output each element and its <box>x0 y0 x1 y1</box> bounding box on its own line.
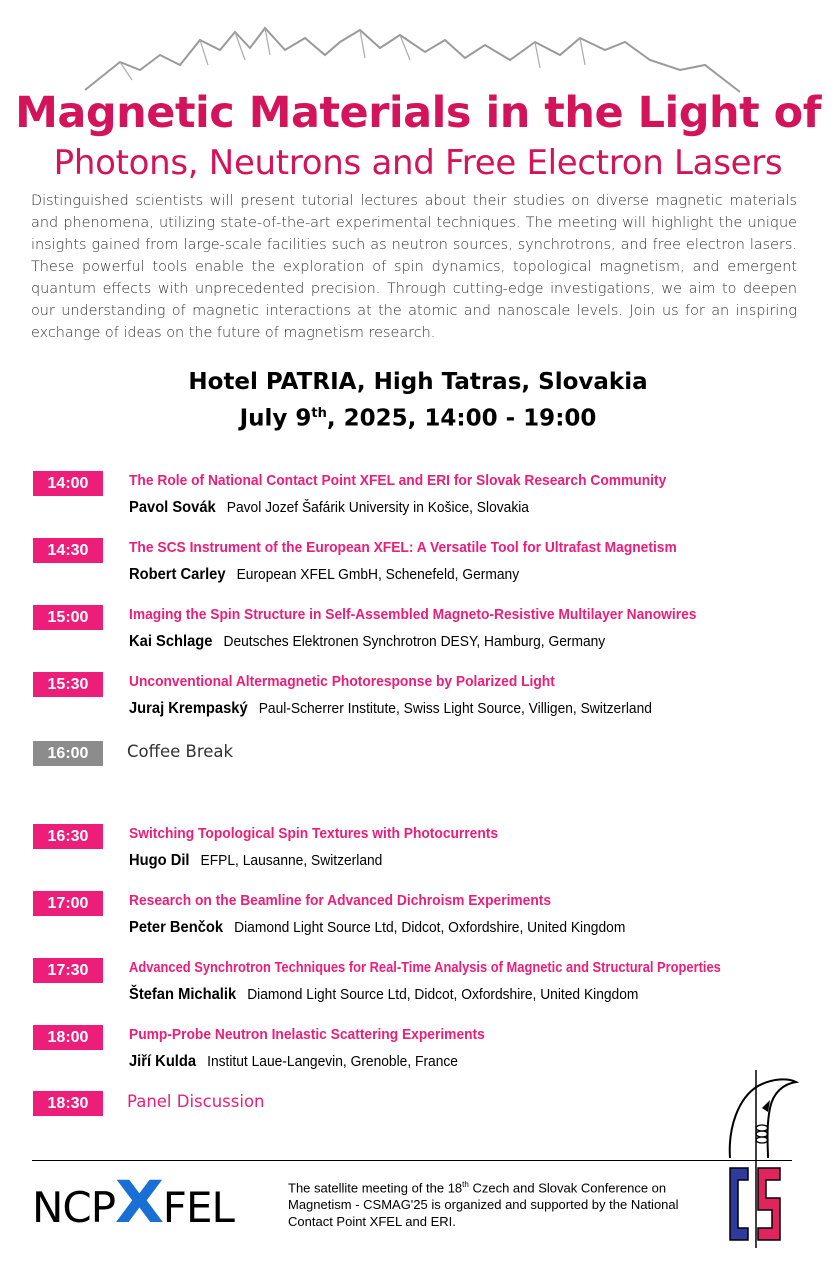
date-rest: , 2025, 14:00 - 19:00 <box>326 405 597 432</box>
talk-title: Imaging the Spin Structure in Self-Assembled Magneto-Resistive Multilayer Nanowires <box>129 606 697 623</box>
program-slot <box>33 891 833 951</box>
ncpxfel-logo <box>32 1168 234 1236</box>
talk-title: Switching Topological Spin Textures with Photocurrents <box>129 825 499 842</box>
speaker-name: Peter Benčok <box>129 919 224 936</box>
title-line-2: Photons, Neutrons and Free Electron Lasers <box>53 143 783 183</box>
footer-text-part1: The satellite meeting of the 18 <box>288 1180 463 1196</box>
talk-title: Advanced Synchrotron Techniques for Real-Time Analysis of Magnetic and Structural Properties <box>129 959 721 976</box>
time-badge: 17:30 <box>33 958 103 983</box>
venue-block <box>0 366 836 435</box>
logo-text-fel: FEL <box>162 1183 234 1232</box>
time-badge: 15:00 <box>33 605 103 630</box>
speaker-name: Juraj Krempaský <box>129 700 248 717</box>
program-slot <box>33 672 833 732</box>
speaker-affiliation: Diamond Light Source Ltd, Didcot, Oxfordshire, United Kingdom <box>234 919 626 936</box>
program-slot <box>33 958 833 1018</box>
program-slot <box>33 538 833 598</box>
footer-note <box>288 1176 708 1230</box>
speaker-line <box>129 565 519 585</box>
time-badge: 15:30 <box>33 672 103 697</box>
speaker-name: Pavol Sovák <box>129 499 216 516</box>
speaker-line <box>129 632 605 652</box>
csmag-logo <box>718 1068 808 1248</box>
time-badge: 16:30 <box>33 824 103 849</box>
speaker-affiliation: Deutsches Elektronen Synchrotron DESY, Hamburg, Germany <box>223 633 606 650</box>
speaker-line <box>129 985 638 1005</box>
venue-date <box>0 398 836 435</box>
time-badge: 18:00 <box>33 1025 103 1050</box>
speaker-affiliation: Institut Laue-Langevin, Grenoble, France <box>207 1053 458 1070</box>
speaker-affiliation: Paul-Scherrer Institute, Swiss Light Source, Villigen, Switzerland <box>258 700 652 717</box>
speaker-affiliation: Pavol Jozef Šafárik University in Košice, Slovakia <box>226 499 529 516</box>
talk-title: Unconventional Altermagnetic Photoresponse by Polarized Light <box>129 673 555 690</box>
program-slot-panel <box>33 1091 833 1151</box>
title-line-1: Magnetic Materials in the Light of <box>15 88 821 138</box>
date-suffix: th <box>311 406 327 421</box>
speaker-line <box>129 1052 458 1072</box>
break-label: Coffee Break <box>127 742 234 761</box>
footer-divider <box>32 1160 792 1161</box>
time-badge: 14:00 <box>33 471 103 496</box>
time-badge: 18:30 <box>33 1091 103 1116</box>
speaker-affiliation: EFPL, Lausanne, Switzerland <box>200 852 383 869</box>
logo-x-mark: X <box>114 1168 163 1236</box>
footer-text-part2: Czech and Slovak Conference on Magnetism - CSMAG'25 is organized and supported by the National Contact Point XFEL and ERI. <box>288 1180 679 1230</box>
program-slot <box>33 1025 833 1085</box>
speaker-affiliation: European XFEL GmbH, Schenefeld, Germany <box>236 566 520 583</box>
program-slot <box>33 605 833 665</box>
speaker-line <box>129 498 529 518</box>
talk-title: The SCS Instrument of the European XFEL: A Versatile Tool for Ultrafast Magnetism <box>129 539 677 556</box>
time-badge: 17:00 <box>33 891 103 916</box>
time-badge: 14:30 <box>33 538 103 563</box>
speaker-affiliation: Diamond Light Source Ltd, Didcot, Oxfordshire, United Kingdom <box>247 986 639 1003</box>
speaker-line <box>129 699 652 719</box>
venue-place: Hotel PATRIA, High Tatras, Slovakia <box>188 369 648 395</box>
speaker-name: Hugo Dil <box>129 852 190 869</box>
speaker-line <box>129 918 625 938</box>
intro-paragraph: Distinguished scientists will present tutorial lectures about their studies on diverse magnetic materials and phenomena, utilizing state-of-the-art experimental techniques. The meeting will highlight the unique insights gained from large-scale facilities such as neutron sources, synchrotrons, and free electron lasers. These powerful tools enable the exploration of spin dynamics, topological magnetism, and emergent quantum effects with unprecedented precision. Through cutting-edge investigations, we aim to deepen our understanding of magnetic interactions at the atomic and nanoscale levels. Join us for an inspiring exchange of ideas on the future of magnetism research. <box>31 193 797 341</box>
time-badge: 16:00 <box>33 741 103 766</box>
program-slot <box>33 824 833 884</box>
talk-title: The Role of National Contact Point XFEL and ERI for Slovak Research Community <box>129 472 667 489</box>
speaker-name: Robert Carley <box>129 566 226 583</box>
program-slot <box>33 471 833 531</box>
speaker-line <box>129 851 382 871</box>
program-slot-break <box>33 741 833 801</box>
logo-text-ncp: NCP <box>32 1183 116 1232</box>
speaker-name: Kai Schlage <box>129 633 213 650</box>
speaker-name: Jiří Kulda <box>129 1053 197 1070</box>
talk-title: Research on the Beamline for Advanced Dichroism Experiments <box>129 892 552 909</box>
date-day: July 9 <box>239 405 312 432</box>
speaker-name: Štefan Michalik <box>129 986 237 1003</box>
talk-title: Pump-Probe Neutron Inelastic Scattering Experiments <box>129 1026 485 1043</box>
footer-sup: th <box>462 1180 469 1189</box>
panel-label: Panel Discussion <box>127 1092 265 1111</box>
